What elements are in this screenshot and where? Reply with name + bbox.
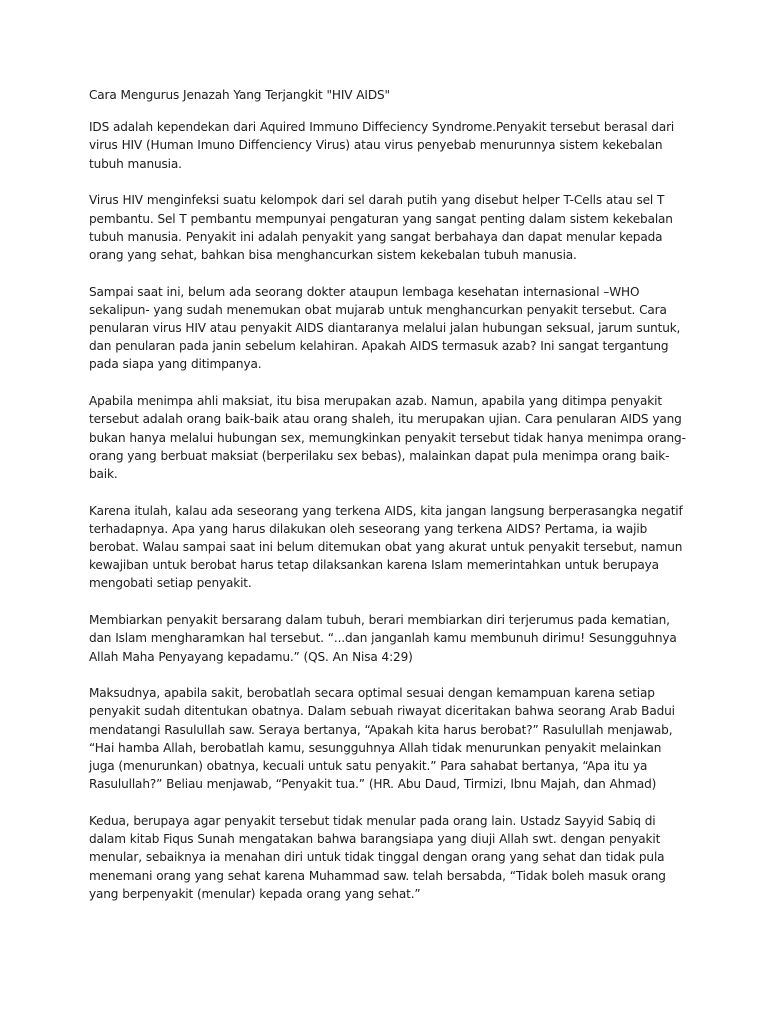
paragraph-6: Membiarkan penyakit bersarang dalam tubuh, berari membiarkan diri terjerumus pada kematian, dan Islam mengharamkan hal tersebut. “...dan janganlah kamu membunuh dirimu! Sesungguhnya Allah Maha Penyayang kepadamu.” (QS. An Nisa 4:29) (89, 613, 677, 664)
paragraph-4: Apabila menimpa ahli maksiat, itu bisa merupakan azab. Namun, apabila yang ditimpa penyakit tersebut adalah orang baik-baik atau orang shaleh, itu merupakan ujian. Cara penularan AIDS yang bukan hanya melalui hubungan sex, memungkinkan penyakit tersebut tidak hanya menimpa orang-orang yang berbuat maksiat (berperilaku sex bebas), malainkan dapat pula menimpa orang baik-baik. (89, 394, 686, 481)
paragraph-5: Karena itulah, kalau ada seseorang yang terkena AIDS, kita jangan langsung berperasangka negatif terhadapnya. Apa yang harus dilakukan oleh seseorang yang terkena AIDS? Pertama, ia wajib berobat. Walau sampai saat ini belum ditemukan obat yang akurat untuk penyakit tersebut, namun kewajiban untuk berobat harus tetap dilaksankan karena Islam memerintahkan untuk berupaya mengobati setiap penyakit. (89, 503, 683, 591)
document-title: Cara Mengurus Jenazah Yang Terjangkit "HIV AIDS" (89, 88, 390, 102)
paragraph-8: Kedua, berupaya agar penyakit tersebut tidak menular pada orang lain. Ustadz Sayyid Sabiq di dalam kitab Fiqus Sunah mengatakan bahwa barangsiapa yang diuji Allah swt. dengan penyakit menular, sebaiknya ia menahan diri untuk tidak tinggal dengan orang yang sehat dan tidak pula menemani orang yang sehat karena Muhammad saw. telah bersabda, “Tidak boleh masuk orang yang berpenyakit (menular) kepada orang yang sehat.” (89, 814, 666, 901)
paragraph-2: Virus HIV menginfeksi suatu kelompok dari sel darah putih yang disebut helper T-Cells atau sel T pembantu. Sel T pembantu mempunyai pengaturan yang sangat penting dalam sistem kekebalan tubuh manusia. Penyakit ini adalah penyakit yang sangat berbahaya dan dapat menular kepada orang yang sehat, bahkan bisa menghancurkan sistem kekebalan tubuh manusia. (89, 193, 673, 262)
document-body (89, 86, 689, 922)
paragraph-7: Maksudnya, apabila sakit, berobatlah secara optimal sesuai dengan kemampuan karena setiap penyakit sudah ditentukan obatnya. Dalam sebuah riwayat diceritakan bahwa seorang Arab Badui mendatangi Rasulullah saw. Seraya bertanya, “Apakah kita harus berobat?” Rasulullah menjawab, “Hai hamba Allah, berobatlah kamu, sesungguhnya Allah tidak menurunkan penyakit melainkan juga (menurunkan) obatnya, kecuali untuk satu penyakit.” Para sahabat bertanya, “Apa itu ya Rasulullah?” Beliau menjawab, “Penyakit tua.” (HR. Abu Daud, Tirmizi, Ibnu Majah, dan Ahmad) (89, 686, 675, 792)
paragraph-1: IDS adalah kependekan dari Aquired Immuno Diffeciency Syndrome.Penyakit tersebut berasal dari virus HIV (Human Imuno Diffenciency Virus) atau virus penyebab menurunnya sistem kekebalan tubuh manusia. (89, 120, 675, 171)
paragraph-3: Sampai saat ini, belum ada seorang dokter ataupun lembaga kesehatan internasional –WHO sekalipun- yang sudah menemukan obat mujarab untuk menghancurkan penyakit tersebut. Cara penularan virus HIV atau penyakit AIDS diantaranya melalui jalan hubungan seksual, jarum suntuk, dan penularan pada janin sebelum kelahiran. Apakah AIDS termasuk azab? Ini sangat tergantung pada siapa yang ditimpanya. (89, 284, 681, 372)
